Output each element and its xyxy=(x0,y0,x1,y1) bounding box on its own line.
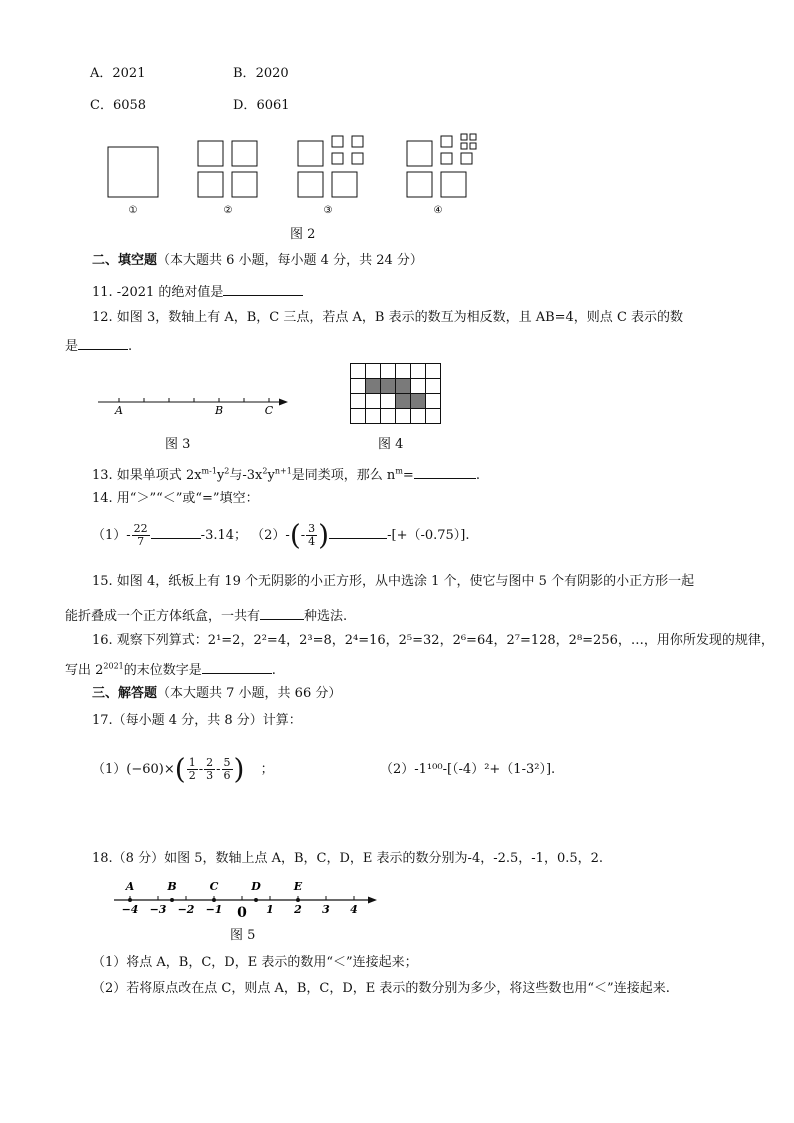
option-c: C．6058 xyxy=(90,98,147,113)
fig2-label-3: ③ xyxy=(323,205,333,216)
fig5-tick--2: −2 xyxy=(177,903,195,916)
section3-heading: 三、解答题（本大题共 7 小题，共 66 分） xyxy=(92,686,342,701)
question-17-part1: （1）(−60)×( $\frac{1}{2}$ - $\frac{2}{3}$ - $\frac{5}{6}$ ) ； xyxy=(92,752,274,786)
fig2-label-4: ④ xyxy=(433,205,443,216)
figure-5 xyxy=(110,876,382,922)
fig5-tick--3: −3 xyxy=(149,903,167,916)
fig2-label-2: ② xyxy=(223,205,233,216)
question-13: 13. 如果单项式 $2x^{m-1}y^2$与$-3x^2y^{n+1}$是同类项，那么 $n^m=$ . xyxy=(92,464,480,485)
fig3-label-b: B xyxy=(214,404,224,417)
answer-blank[interactable] xyxy=(223,281,303,296)
question-12-line2: 是 . xyxy=(65,335,132,356)
fig5-label-c: C xyxy=(209,880,219,893)
answer-blank[interactable] xyxy=(202,659,272,674)
fig5-tick-0: 0 xyxy=(237,905,247,921)
answer-blank[interactable] xyxy=(260,605,304,620)
answer-blank[interactable] xyxy=(329,524,387,539)
fraction: $\frac{5}{6}$ xyxy=(223,756,231,782)
point-d xyxy=(254,898,258,902)
question-12-line1: 12. 如图 3，数轴上有 A，B，C 三点，若点 A，B 表示的数互为相反数，且 AB=4，则点 C 表示的数 xyxy=(92,310,684,325)
question-18-part1: （1）将点 A，B，C，D，E 表示的数用“＜”连接起来； xyxy=(92,955,418,970)
fig5-tick--4: −4 xyxy=(121,903,139,916)
figure-4 xyxy=(350,363,442,425)
question-11: 11. -2021 的绝对值是 xyxy=(92,281,303,302)
shaded-cell xyxy=(395,378,410,393)
shaded-cell xyxy=(410,393,425,408)
fig5-label-d: D xyxy=(251,880,261,893)
fig5-tick-2: 2 xyxy=(294,903,302,916)
fig5-tick-1: 1 xyxy=(266,903,274,916)
option-a: A．2021 xyxy=(90,66,146,81)
answer-blank[interactable] xyxy=(151,524,201,539)
question-15-line1: 15. 如图 4，纸板上有 19 个无阴影的小正方形，从中选涂 1 个，使它与图中 5 个有阴影的小正方形一起 xyxy=(92,574,695,589)
answer-blank[interactable] xyxy=(414,464,476,479)
point-c xyxy=(212,898,216,902)
fig3-label-a: A xyxy=(115,404,123,417)
option-d: D．6061 xyxy=(233,98,290,113)
fig5-label-a: A xyxy=(125,880,135,893)
fig2-label-1: ① xyxy=(128,205,138,216)
question-17-part2: （2）-1¹⁰⁰-[（-4）²+（1-3²）]. xyxy=(380,762,556,777)
fig3-label-c: C xyxy=(264,404,274,417)
fig2-caption: 图 2 xyxy=(290,227,316,242)
fraction: $\frac{1}{2}$ xyxy=(188,756,196,782)
question-14: 14. 用“＞”“＜”或“=”填空： xyxy=(92,491,259,506)
question-16-line1: 16. 观察下列算式：2¹=2，2²=4，2³=8，2⁴=16，2⁵=32，2⁶=64，2⁷=128，2⁸=256，…，用你所发现的规律， xyxy=(92,633,774,648)
answer-blank[interactable] xyxy=(78,335,128,350)
question-14-parts: （1）- $\frac{22}{7}$ -3.14； （2）-(- $\frac{3}{4}$ ) -[+（-0.75）]. xyxy=(92,518,470,552)
figure-3 xyxy=(95,390,295,420)
question-15-line2: 能折叠成一个正方体纸盒，一共有 种选法. xyxy=(65,605,347,626)
point-a xyxy=(128,898,132,902)
question-18-part2: （2）若将原点改在点 C，则点 A，B，C，D，E 表示的数分别为多少，将这些数也用“＜”连接起来. xyxy=(92,981,670,996)
shaded-cell xyxy=(380,378,395,393)
point-e xyxy=(296,898,300,902)
fig5-label-e: E xyxy=(293,880,303,893)
option-b: B．2020 xyxy=(233,66,289,81)
shaded-cell xyxy=(365,378,380,393)
fig5-tick-3: 3 xyxy=(322,903,330,916)
fig5-tick--1: −1 xyxy=(205,903,223,916)
fraction-3-4: $\frac{3}{4}$ xyxy=(308,522,316,548)
figure-2 xyxy=(100,130,490,220)
fig3-caption: 图 3 xyxy=(165,437,191,452)
point-b xyxy=(170,898,174,902)
question-16-line2: 写出 $2^{2021}$的末位数字是 . xyxy=(65,659,276,680)
fig5-label-b: B xyxy=(167,880,177,893)
question-17: 17.（每小题 4 分，共 8 分）计算： xyxy=(92,713,302,728)
shaded-cell xyxy=(395,393,410,408)
fig5-tick-4: 4 xyxy=(350,903,358,916)
question-18: 18.（8 分）如图 5，数轴上点 A，B，C，D，E 表示的数分别为-4，-2.5，-1，0.5，2. xyxy=(92,851,604,866)
fraction: $\frac{2}{3}$ xyxy=(206,756,214,782)
fig2-panel1-square xyxy=(108,147,158,197)
fig4-caption: 图 4 xyxy=(378,437,404,452)
fraction-22-7: $\frac{22}{7}$ xyxy=(133,522,148,548)
fig5-caption: 图 5 xyxy=(230,928,256,943)
section2-heading: 二、填空题（本大题共 6 小题，每小题 4 分，共 24 分） xyxy=(92,253,423,268)
